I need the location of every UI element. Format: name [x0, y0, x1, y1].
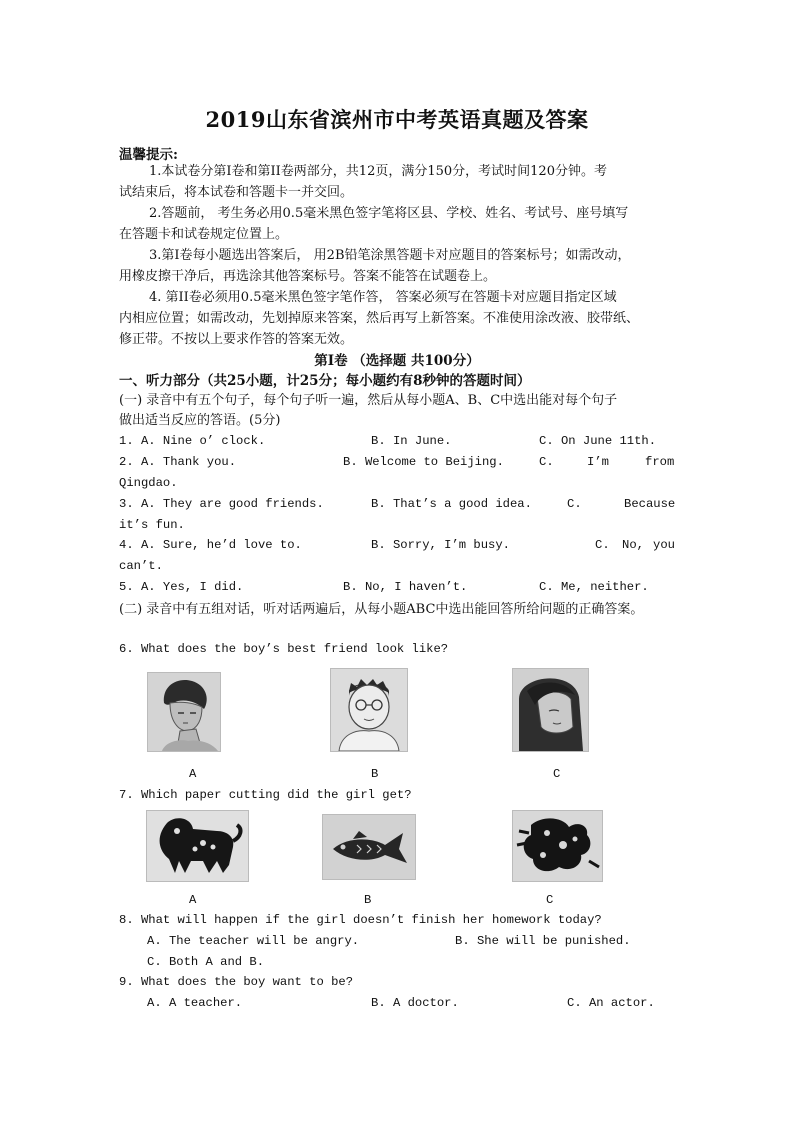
q2-option-c-word1: I’m	[587, 455, 609, 469]
q9-option-b: B. A doctor.	[371, 996, 459, 1010]
q7-label-b: B	[364, 893, 372, 907]
q8-option-b: B. She will be punished.	[455, 934, 631, 948]
q2-option-b: B. Welcome to Beijing.	[343, 455, 504, 469]
volume1-heading: 第I卷 （选择题 共100分）	[314, 353, 480, 369]
q2-option-c-label: C.	[539, 455, 554, 469]
q6-label-b: B	[371, 767, 379, 781]
page-title: 2019山东省滨州市中考英语真题及答案	[205, 107, 589, 132]
q7-picture-b	[322, 814, 416, 880]
q3-option-a: 3. A. They are good friends.	[119, 497, 324, 511]
tips-p1-line2: 试结束后，将本试卷和答题卡一并交回。	[119, 185, 354, 200]
q6-question: 6. What does the boy’s best friend look like?	[119, 642, 449, 656]
q4-option-c-cont: can’t.	[119, 559, 163, 573]
q4-option-c-word2: you	[653, 538, 675, 552]
q8-question: 8. What will happen if the girl doesn’t finish her homework today?	[119, 913, 602, 927]
q7-picture-c	[512, 810, 603, 882]
tips-p4-line1: 4. 第II卷必须用0.5毫米黑色签字笔作答， 答案必须写在答题卡对应题目指定区域	[149, 290, 617, 305]
part1-instruction-line1: (一) 录音中有五个句子，每个句子听一遍，然后从每小题A、B、C中选出能对每个句子	[119, 393, 618, 408]
q6-picture-b	[330, 668, 408, 752]
tips-p4-line3: 修正带。不按以上要求作答的答案无效。	[119, 332, 354, 347]
q5-option-a: 5. A. Yes, I did.	[119, 580, 244, 594]
q4-option-a: 4. A. Sure, he’d love to.	[119, 538, 302, 552]
q5-option-c: C. Me, neither.	[539, 580, 649, 594]
q3-option-c-cont: it’s fun.	[119, 518, 185, 532]
q1-option-a: 1. A. Nine o’ clock.	[119, 434, 266, 448]
tips-p3-line2: 用橡皮擦干净后，再选涂其他答案标号。答案不能答在试题卷上。	[119, 269, 497, 284]
q3-option-c-word: Because	[624, 497, 676, 511]
q8-option-c: C. Both A and B.	[147, 955, 265, 969]
q1-option-b: B. In June.	[371, 434, 452, 448]
fish-paper-cutting-icon	[323, 815, 415, 879]
q7-label-a: A	[189, 893, 197, 907]
q4-option-c-label: C.	[595, 538, 610, 552]
q6-picture-c	[512, 668, 589, 752]
q4-option-c-word1: No,	[622, 538, 644, 552]
young-man-portrait-icon	[148, 673, 220, 751]
q2-option-c-word2: from	[645, 455, 675, 469]
boy-with-glasses-icon	[331, 669, 407, 751]
dragon-paper-cutting-icon	[513, 811, 602, 881]
tips-p1-line1: 1.本试卷分第I卷和第II卷两部分，共12页，满分150分，考试时间120分钟。考	[149, 164, 607, 179]
q2-option-a: 2. A. Thank you.	[119, 455, 237, 469]
q4-option-b: B. Sorry, I’m busy.	[371, 538, 510, 552]
tips-p2-line2: 在答题卡和试卷规定位置上。	[119, 227, 289, 242]
dog-paper-cutting-icon	[147, 811, 248, 881]
q1-option-c: C. On June 11th.	[539, 434, 657, 448]
q3-option-b: B. That’s a good idea.	[371, 497, 532, 511]
q7-picture-a	[146, 810, 249, 882]
q9-option-c: C. An actor.	[567, 996, 655, 1010]
q9-question: 9. What does the boy want to be?	[119, 975, 354, 989]
q6-picture-a	[147, 672, 221, 752]
tips-p4-line2: 内相应位置；如需改动，先划掉原来答案，然后再写上新答案。不准使用涂改液、胶带纸、	[119, 311, 640, 326]
tips-p2-line1: 2.答题前， 考生务必用0.5毫米黑色签字笔将区县、学校、姓名、考试号、座号填写	[149, 206, 629, 221]
part2-instruction: (二) 录音中有五组对话，听对话两遍后，从每小题ABC中选出能回答所给问题的正确答案。	[119, 602, 644, 617]
part1-instruction-line2: 做出适当反应的答语。(5分)	[119, 413, 281, 428]
q9-option-a: A. A teacher.	[147, 996, 243, 1010]
q2-option-c-cont: Qingdao.	[119, 476, 178, 490]
long-haired-girl-icon	[513, 669, 588, 751]
q7-label-c: C	[546, 893, 554, 907]
tips-p3-line1: 3.第I卷每小题选出答案后， 用2B铅笔涂黑答题卡对应题目的答案标号；如需改动，	[149, 248, 631, 263]
q7-question: 7. Which paper cutting did the girl get?	[119, 788, 412, 802]
q6-label-c: C	[553, 767, 561, 781]
q6-label-a: A	[189, 767, 197, 781]
q8-option-a: A. The teacher will be angry.	[147, 934, 360, 948]
tips-heading: 温馨提示:	[119, 147, 178, 163]
section1-heading: 一、听力部分（共25小题，计25分；每小题约有8秒钟的答题时间）	[119, 373, 531, 389]
q3-option-c-label: C.	[567, 497, 582, 511]
q5-option-b: B. No, I haven’t.	[343, 580, 468, 594]
